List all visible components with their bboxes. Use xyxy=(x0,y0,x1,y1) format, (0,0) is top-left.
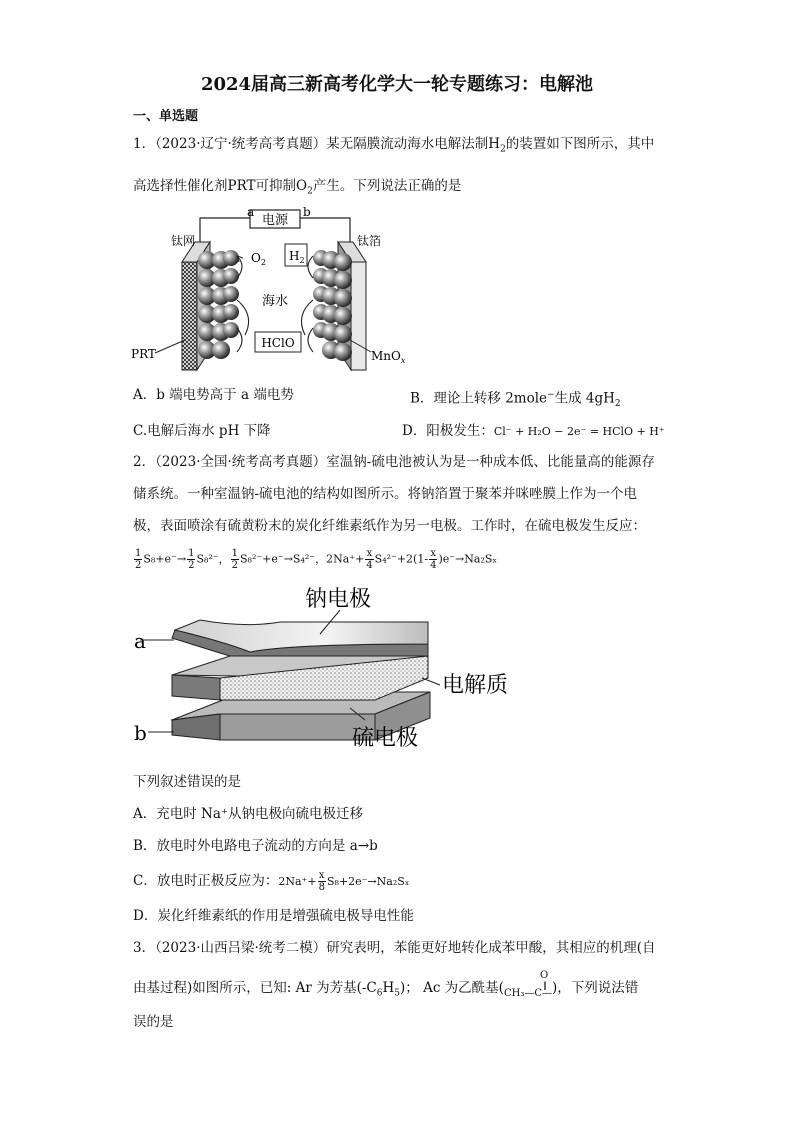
terminal-a-label: a xyxy=(134,629,146,653)
q2-stem: 下列叙述错误的是 xyxy=(133,774,241,790)
eq-part1: S₈+e⁻→ xyxy=(143,552,187,566)
q2-option-b[interactable]: B．放电时外电路电子流动的方向是 a→b xyxy=(133,838,378,854)
frac-half: $\frac{1}{2}$ xyxy=(135,548,142,571)
acetyl-group: O ‖ CH₃—C— xyxy=(503,970,552,999)
q1-option-c[interactable]: C.电解后海水 pH 下降 xyxy=(133,423,271,439)
q3-h: H xyxy=(382,980,395,996)
electrolyte-label: 电解质 xyxy=(442,673,509,698)
q1-optd-text: D．阳极发生： xyxy=(402,423,494,439)
q2-optc-eq-b: S₈+2e⁻→Na₂Sₓ xyxy=(326,875,410,888)
q1-text2-b: 产生。下列说法正确的是 xyxy=(312,178,462,194)
q3-text: 由基过程)如图所示，已知: Ar 为芳基(-C xyxy=(133,980,377,996)
frac-x4-2: $\frac{x}{4}$ xyxy=(430,548,437,571)
q2-option-d[interactable]: D．炭化纤维素纸的作用是增强硫电极导电性能 xyxy=(133,908,414,924)
frac-x8: $\frac{x}{8}$ xyxy=(318,870,325,893)
q1-optb-sup: − xyxy=(547,390,555,400)
q1-chem-sub: 2 xyxy=(500,144,506,155)
terminal-a: a xyxy=(247,205,255,219)
q3-line3: 误的是 xyxy=(133,1014,174,1030)
ti-foil-label: 钛箔 xyxy=(357,234,382,248)
q1-optb-text: B．理论上转移 2mole xyxy=(410,390,548,407)
q1-option-d[interactable] xyxy=(402,421,665,442)
q3-text-b: )； Ac 为乙酰基( xyxy=(400,980,504,996)
q1-chem: H xyxy=(488,136,501,152)
q3-line2 xyxy=(133,970,639,1004)
eq-part4: 2Na⁺+ xyxy=(326,552,365,566)
catalyst-balls-left xyxy=(198,250,239,359)
battery-diagram xyxy=(130,580,550,760)
frac-half-3: $\frac{1}{2}$ xyxy=(231,548,238,571)
q1-optd-eq: Cl⁻ + H₂O − 2e⁻ = HClO + H⁺ xyxy=(493,425,665,438)
frac-x4: $\frac{x}{4}$ xyxy=(366,548,373,571)
section-heading: 一、单选题 xyxy=(133,109,199,124)
q1-text2: 高选择性催化剂PRT可抑制 xyxy=(133,178,297,194)
page-title: 2024届高三新高考化学大一轮专题练习：电解池 xyxy=(200,74,594,95)
q2-line2: 储系统。一种室温钠-硫电池的结构如图所示。将钠箔置于聚苯并咪唑膜上作为一个电 xyxy=(133,486,638,502)
q1-text: 1．（2023·辽宁·统考高考真题）某无隔膜流动海水电解法制 xyxy=(133,136,489,152)
mnox-label: MnO$_x$ xyxy=(371,349,405,365)
q1-option-b[interactable] xyxy=(410,385,621,414)
o2-label: $O_2$ xyxy=(251,251,266,267)
q1-optb-text2: 生成 4gH xyxy=(554,390,615,407)
q1-text-b: 的装置如下图所示，其中 xyxy=(505,136,655,152)
catalyst-balls-right xyxy=(313,250,352,361)
prt-label: PRT xyxy=(131,347,156,361)
q1-optb-sub: 2 xyxy=(614,399,621,410)
q2-line1: 2．（2023·全国·统考高考真题）室温钠-硫电池被认为是一种成本低、比能量高的能源存 xyxy=(133,454,655,470)
q3-sub6: 6 xyxy=(376,988,383,999)
q1-option-a[interactable]: A．b 端电势高于 a 端电势 xyxy=(133,387,294,403)
eq-part5: S₄²⁻+2(1- xyxy=(374,552,429,566)
q1-chem2-sub: 2 xyxy=(307,186,313,197)
s-electrode-label: 硫电极 xyxy=(352,726,419,751)
eq-part3: S₈²⁻+e⁻→S₄²⁻ xyxy=(240,552,316,566)
na-electrode-label: 钠电极 xyxy=(305,587,372,612)
q3-text-c: )，下列说法错 xyxy=(552,980,639,996)
ti-mesh-electrode xyxy=(182,262,197,370)
eq-part6: )e⁻→Na₂Sₓ xyxy=(438,552,498,566)
frac-half-2: $\frac{1}{2}$ xyxy=(188,548,195,571)
eq-part2: S₈²⁻ xyxy=(196,552,219,566)
eq-sep1: ， xyxy=(218,552,230,566)
terminal-b: b xyxy=(303,205,311,219)
h2-label: $H_2$ xyxy=(289,249,305,265)
eq-sep2: ， xyxy=(315,552,327,566)
q2-optc-eq-a: 2Na⁺+ xyxy=(278,875,317,888)
terminal-b-label: b xyxy=(134,721,147,745)
ti-mesh-label: 钛网 xyxy=(171,234,196,248)
electrolysis-diagram xyxy=(125,200,405,375)
seawater-label: 海水 xyxy=(261,294,289,309)
q1-line1 xyxy=(133,134,654,160)
ti-foil-electrode xyxy=(351,262,366,370)
q1-chem2: O xyxy=(296,178,308,194)
q2-equations xyxy=(133,548,497,571)
q2-option-a[interactable]: A．充电时 Na⁺从钠电极向硫电极迁移 xyxy=(133,806,364,822)
power-label: 电源 xyxy=(261,213,289,228)
q1-line2 xyxy=(133,176,461,202)
q3-line1: 3．（2023·山西吕梁·统考二模）研究表明，苯能更好地转化成苯甲酸，其相应的机理(自 xyxy=(133,940,656,956)
hclo-label: HClO xyxy=(261,336,295,350)
q3-sub5: 5 xyxy=(394,988,401,999)
q2-line3: 极，表面喷涂有硫黄粉末的炭化纤维素纸作为另一电极。工作时，在硫电极发生反应： xyxy=(133,518,646,534)
q2-option-c[interactable] xyxy=(133,870,409,893)
q2-optc-text: C．放电时正极反应为： xyxy=(133,873,279,889)
